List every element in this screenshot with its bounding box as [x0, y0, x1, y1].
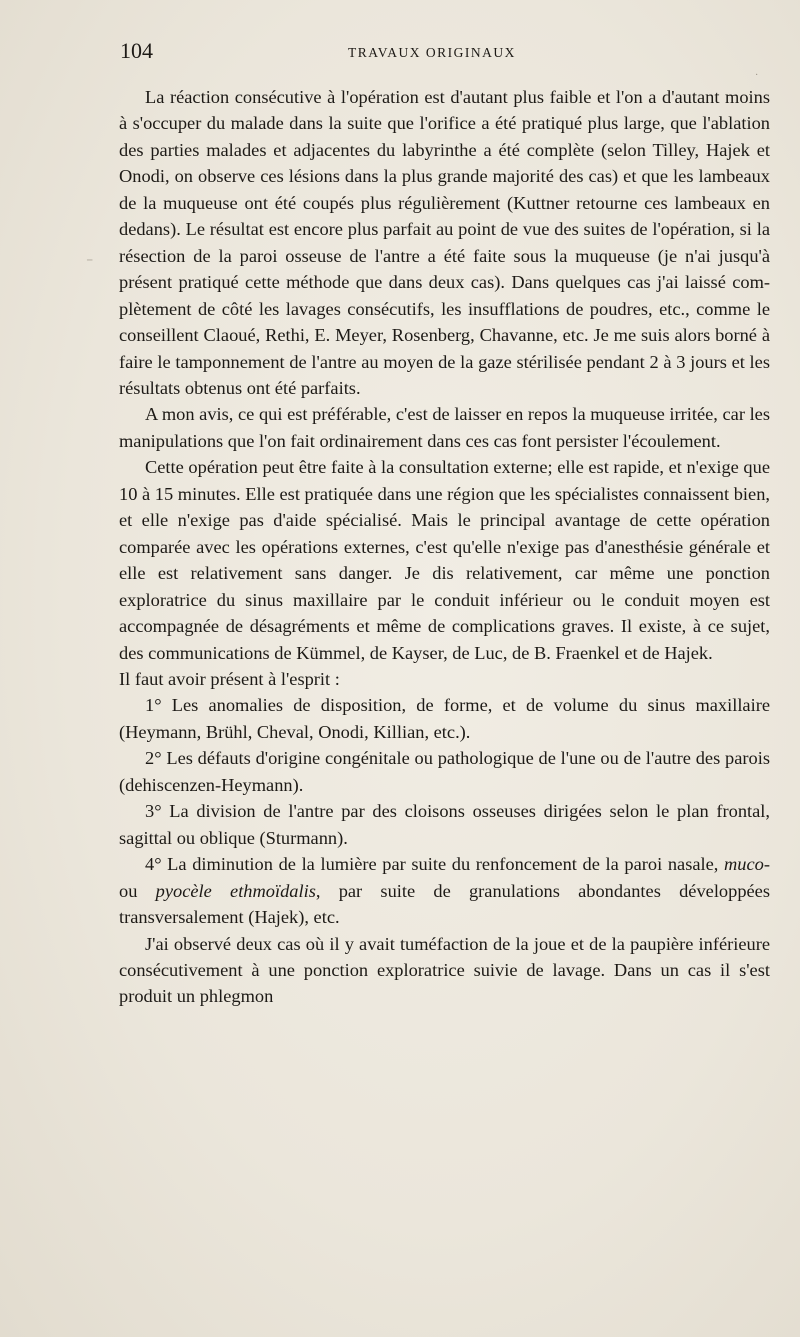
list-item-4-italic-muco: muco-	[724, 854, 770, 875]
paragraph-reaction: La réaction consécutive à l'opération est d'autant plus faible et l'on a d'autant moins à s'occuper du malade dans la suite que l'orifice a été pratiqué plus large, que l'ablation des parties malades et adjacentes du labyrinthe a été complète (selon Tilley, Hajek et Onodi, on observe ces lésions dans la plus grande majorité des cas) et que les lambeaux de la muqueuse ont été coupés plus régulièrement (Kuttner retourne ces lambeaux en dedans). Le résultat est encore plus parfait au point de vue des suites de l'opération, si la résection de la paroi osseuse de l'antre a été faite sous la muqueuse (je n'ai jusqu'à présent pratiqué cette méthode que dans deux cas). Dans quelques cas j'ai laissé complètement de côté les lavages consécutifs, les insufflations de poudres, etc., comme le conseillent Claoué, Rethi, E. Meyer, Rosenberg, Chavanne, etc. Je me suis alors borné à faire le tamponnement de l'antre au moyen de la gaze stérilisée pendant 2 à 3 jours et les résultats obtenus ont été parfaits.	[119, 87, 770, 398]
list-item-1: 1° Les anomalies de disposition, de forme, et de volume du sinus maxillaire (Heymann, Brühl, Cheval, Onodi, Killian, etc.).	[119, 695, 770, 742]
page-number: 104	[120, 38, 153, 63]
list-item-4-text-after: , par suite de granulations abondantes développées transversalement (Hajek), etc.	[119, 880, 770, 928]
paragraph-avis: A mon avis, ce qui est préférable, c'est de laisser en repos la muqueuse irritée, car les manipulations que l'on fait ordinairement dans ces cas font persister l'écoulement.	[119, 404, 770, 451]
list-item-4-italic-pyocele: pyocèle ethmoïdalis	[155, 880, 316, 901]
paragraph-esprit: Il faut avoir présent à l'esprit :	[119, 668, 340, 689]
list-item-2: 2° Les défauts d'origine congénitale ou pathologique de l'une ou de l'autre des parois (dehiscenzen-Heymann).	[119, 748, 770, 795]
margin-dot: ·	[755, 70, 759, 81]
paragraph-observe: J'ai observé deux cas où il y avait tuméfaction de la joue et de la paupière inférieure consécutivement à une ponction exploratrice suivie de lavage. Dans un cas il s'est produit un phlegmon	[119, 933, 770, 1007]
list-item-4-text-before: 4° La diminution de la lumière par suite du renfoncement de la paroi nasale,	[145, 854, 725, 875]
paragraph-operation: Cette opération peut être faite à la consultation externe; elle est rapide, et n'exige que 10 à 15 minutes. Elle est pratiquée dans une région que les spécialistes connaissent bien, et elle n'exige pas d'aide spécialisé. Mais le principal avantage de cette opération comparée avec les opérations externes, c'est qu'elle n'exige pas d'anesthésie générale et elle est relativement sans danger. Je dis relativement, car même une ponction exploratrice du sinus maxillaire par le conduit inférieur ou le conduit moyen est accompagnée de désagréments et même de complications graves. Il existe, à ce sujet, des communications de Kümmel, de Kayser, de Luc, de B. Fraenkel et de Hajek.	[119, 457, 770, 663]
body-text	[119, 84, 770, 1010]
running-head: TRAVAUX ORIGINAUX	[348, 45, 516, 60]
list-item-4-text-middle: ou	[119, 880, 156, 901]
margin-smudge: ⁻	[86, 256, 94, 271]
page-header	[120, 38, 770, 68]
list-item-3: 3° La division de l'antre par des cloisons osseuses dirigées selon le plan frontal, sagittal ou oblique (Sturmann).	[119, 801, 770, 848]
list-item-4	[119, 851, 770, 930]
